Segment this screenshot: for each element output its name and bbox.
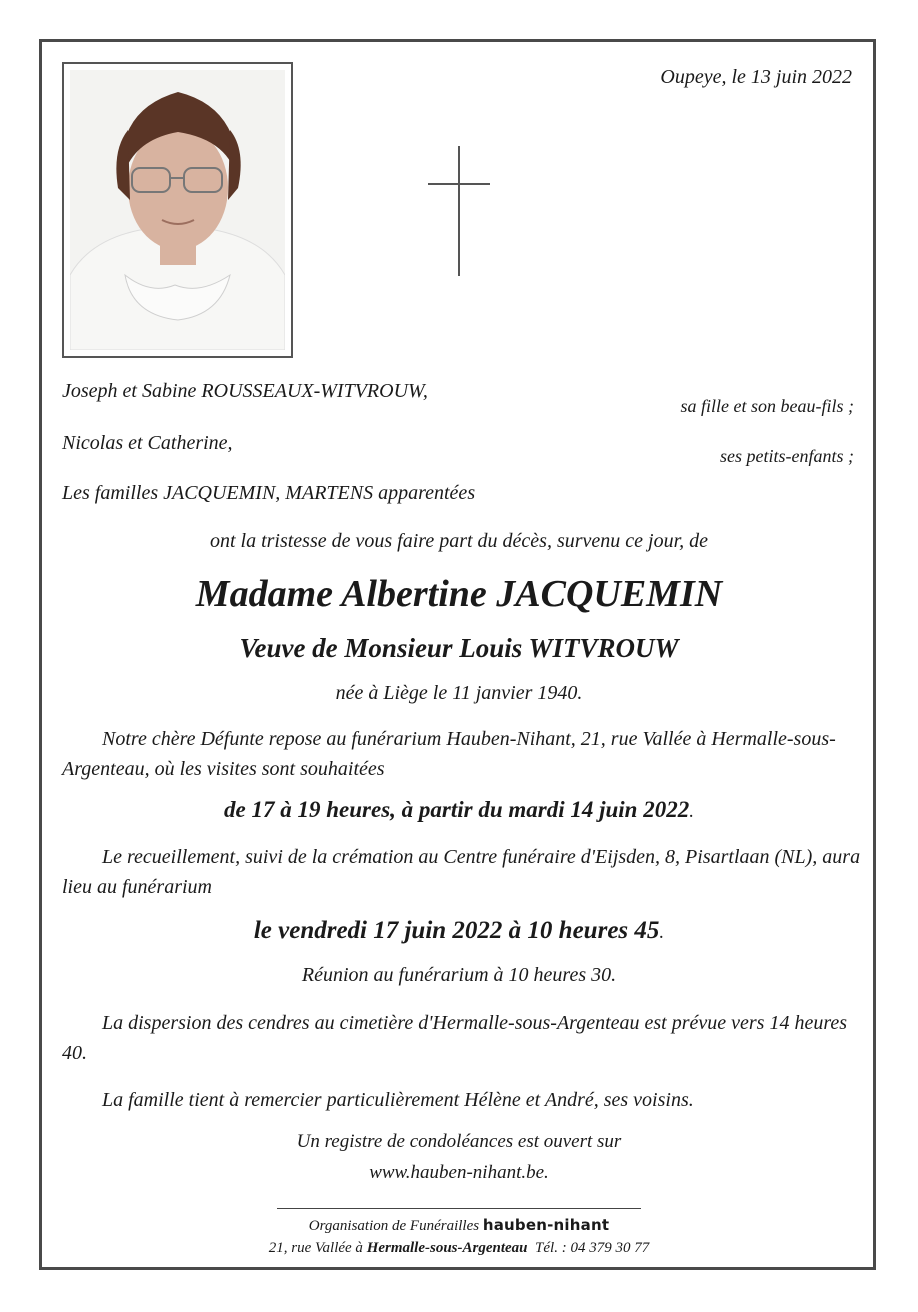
footer-org-prefix: Organisation de Funérailles: [308, 1218, 480, 1234]
family-line-1: Joseph et Sabine ROUSSEAUX-WITVROUW,: [62, 380, 428, 402]
meeting-time: Réunion au funérarium à 10 heures 30.: [301, 964, 617, 986]
ceremony-date-end: .: [659, 922, 665, 943]
footer-town: Hermalle-sous-Argenteau: [366, 1240, 528, 1256]
registry-link[interactable]: www.hauben-nihant.be.: [369, 1162, 549, 1183]
widow-of: Veuve de Monsieur Louis WITVROUW: [239, 633, 679, 663]
visits-paragraph: Notre chère Défunte repose au funérarium Hauben-Nihant, 21, rue Vallée à Hermalle-sous-Argenteau, où les visites sont souhaitées: [62, 728, 836, 780]
visits-hours: de 17 à 19 heures, à partir du mardi 14 juin 2022: [224, 797, 690, 822]
portrait-image: [70, 70, 285, 350]
birth-info: née à Liège le 11 janvier 1940.: [335, 682, 583, 704]
visits-hours-line: [40, 797, 878, 827]
visits-hours-end: .: [689, 801, 694, 822]
place-date: Oupeye, le 13 juin 2022: [660, 66, 852, 88]
announcement: ont la tristesse de vous faire part du décès, survenu ce jour, de: [209, 530, 709, 552]
cross-icon: [458, 146, 460, 276]
family-line-3: Les familles JACQUEMIN, MARTENS apparentées: [62, 482, 476, 504]
footer-phone: Tél. : 04 379 30 77: [535, 1240, 650, 1256]
dispersion-paragraph: La dispersion des cendres au cimetière d'Hermalle-sous-Argenteau est prévue vers 14 heures 40.: [62, 1012, 848, 1064]
ceremony-date: le vendredi 17 juin 2022 à 10 heures 45: [253, 917, 660, 944]
brand-logo: hauben-nihant: [482, 1216, 610, 1234]
ceremony-paragraph: Le recueillement, suivi de la crémation au Centre funéraire d'Eijsden, 8, Pisartlaan (NL), aura lieu au funérarium: [62, 846, 861, 898]
footer-org-line: [40, 1216, 878, 1235]
family-relation-1: sa fille et son beau-fils ;: [680, 396, 854, 416]
footer-address-line: [40, 1240, 878, 1257]
thanks-paragraph: La famille tient à remercier particulièrement Hélène et André, ses voisins.: [102, 1089, 694, 1111]
portrait-photo: [62, 62, 293, 358]
cross-icon-bar: [428, 183, 490, 185]
footer-address-prefix: 21, rue Vallée à: [268, 1240, 363, 1256]
family-line-2: Nicolas et Catherine,: [62, 432, 233, 454]
deceased-name: Madame Albertine JACQUEMIN: [195, 573, 723, 615]
registry-line-1: Un registre de condoléances est ouvert sur: [296, 1131, 622, 1152]
family-relation-2: ses petits-enfants ;: [720, 446, 854, 466]
footer-divider: [277, 1208, 641, 1209]
ceremony-date-line: [40, 917, 878, 948]
